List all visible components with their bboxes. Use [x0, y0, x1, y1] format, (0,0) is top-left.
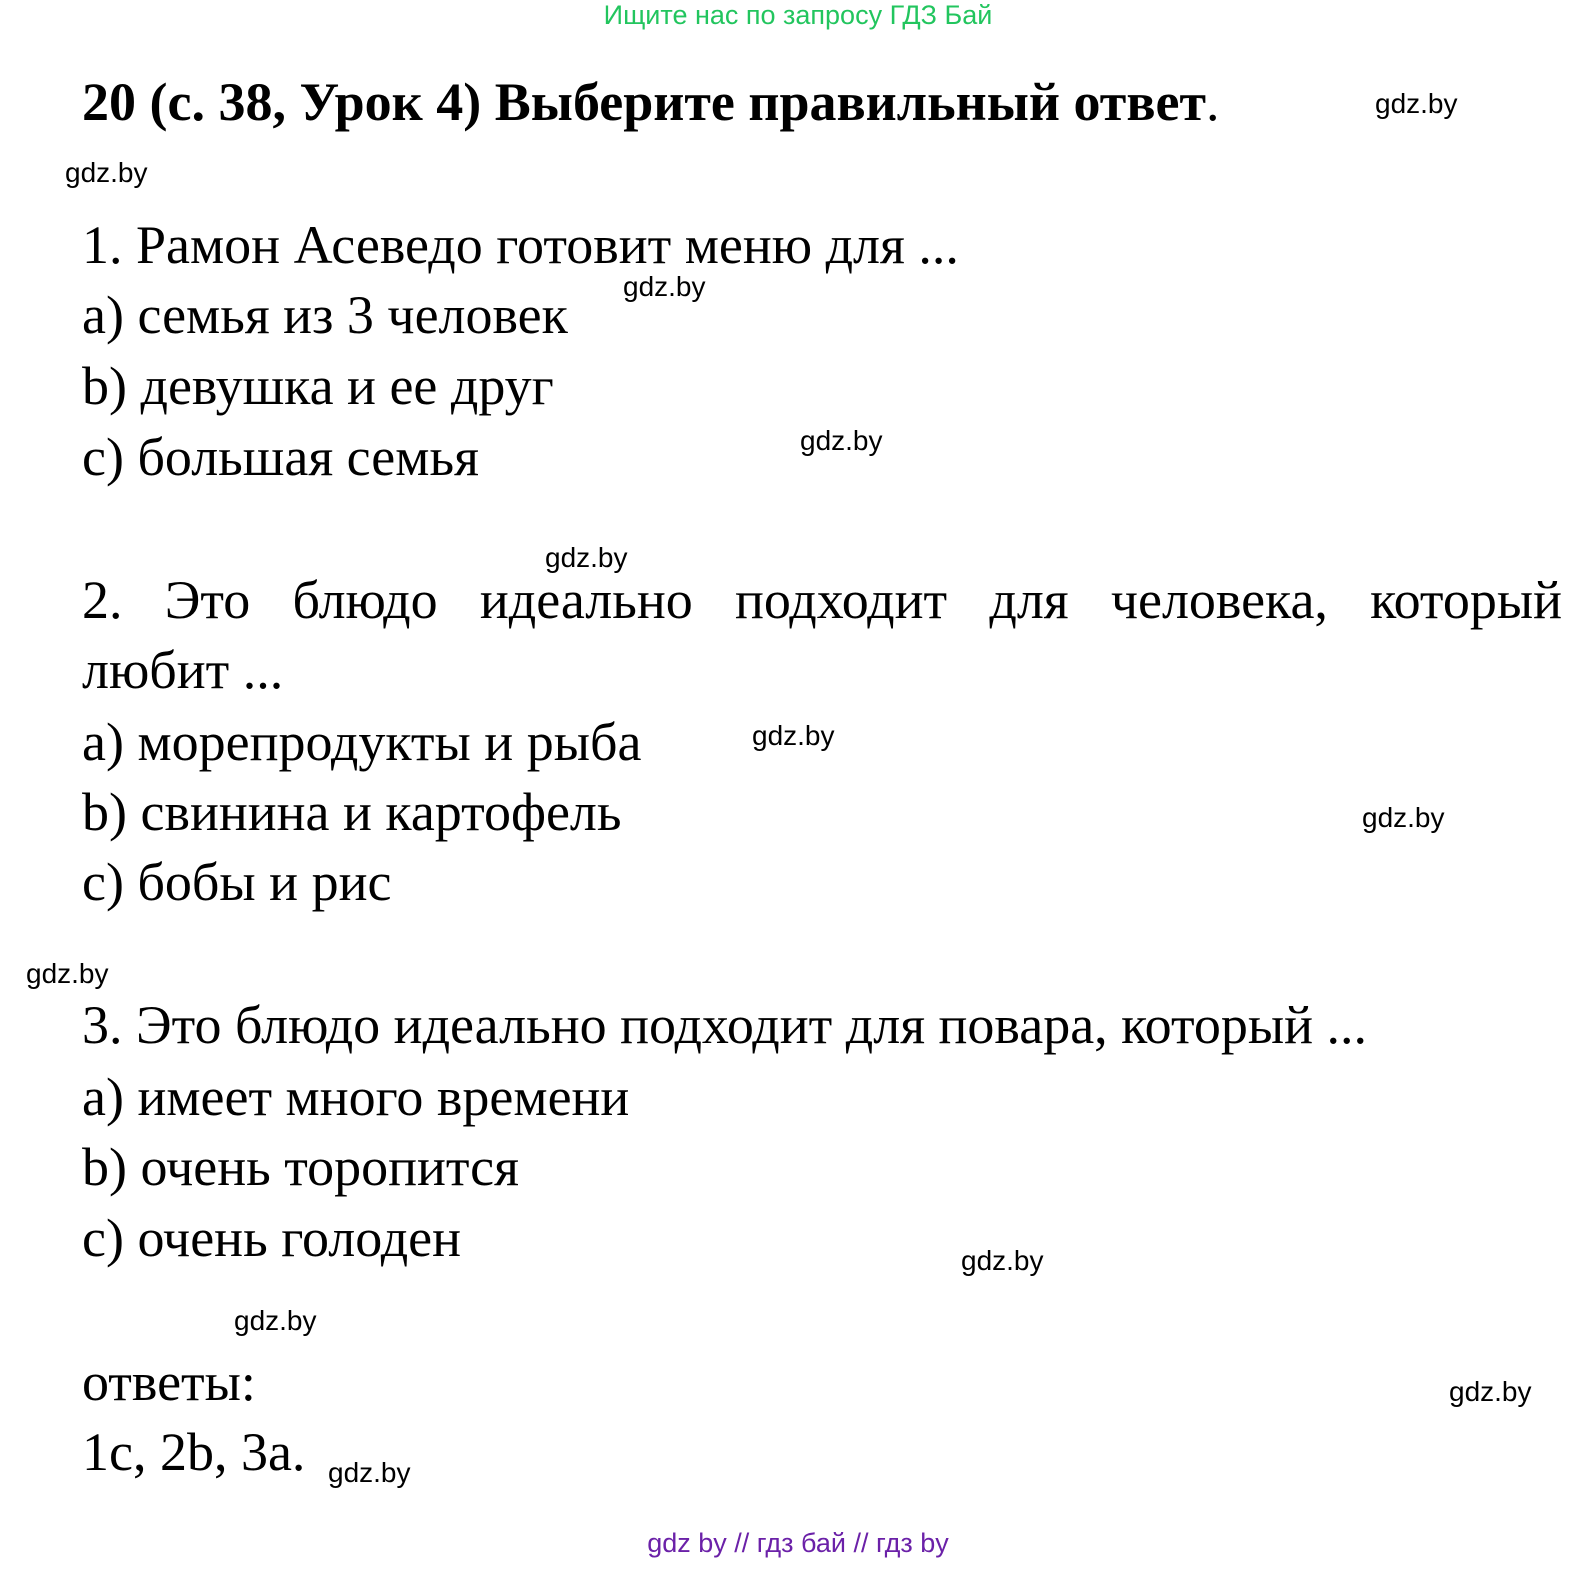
question-2-option-c: c) бобы и рис — [82, 852, 392, 912]
answers-label: ответы: — [82, 1352, 256, 1412]
question-1-text: 1. Рамон Асеведо готовит меню для ... — [82, 215, 959, 275]
question-2-option-b: b) свинина и картофель — [82, 782, 622, 842]
watermark: gdz.by — [1362, 802, 1445, 833]
question-2-text-line1: 2. Это блюдо идеально подходит для человека, который — [82, 570, 1562, 630]
watermark: gdz.by — [234, 1305, 317, 1336]
watermark: gdz.by — [328, 1457, 411, 1488]
watermark: gdz.by — [1449, 1376, 1532, 1407]
question-2-text-line2: любит ... — [82, 640, 284, 700]
question-1-option-b: b) девушка и ее друг — [82, 356, 554, 416]
watermark: gdz.by — [1375, 88, 1458, 119]
watermark: gdz.by — [800, 425, 883, 456]
watermark: gdz.by — [65, 157, 148, 188]
top-banner: Ищите нас по запросу ГДЗ Бай — [603, 0, 993, 30]
watermark: gdz.by — [752, 720, 835, 751]
footer-links: gdz by // гдз бай // гдз by — [647, 1528, 949, 1558]
question-3-option-b: b) очень торопится — [82, 1137, 519, 1197]
watermark: gdz.by — [961, 1245, 1044, 1276]
question-1-option-c: c) большая семья — [82, 427, 479, 487]
watermark: gdz.by — [545, 542, 628, 573]
watermark: gdz.by — [623, 271, 706, 302]
watermark: gdz.by — [26, 958, 109, 989]
exercise-title-text: 20 (с. 38, Урок 4) Выберите правильный ответ — [82, 72, 1206, 132]
question-3-text: 3. Это блюдо идеально подходит для повара, который ... — [82, 995, 1368, 1055]
question-3-option-a: a) имеет много времени — [82, 1067, 630, 1127]
answers-value: 1c, 2b, 3a. — [82, 1422, 306, 1482]
question-3-option-c: c) очень голоден — [82, 1208, 462, 1268]
question-1-option-a: a) семья из 3 человек — [82, 285, 568, 345]
question-2-option-a: a) морепродукты и рыба — [82, 712, 642, 772]
exercise-title-period: . — [1205, 72, 1220, 132]
exercise-title — [82, 72, 1219, 132]
